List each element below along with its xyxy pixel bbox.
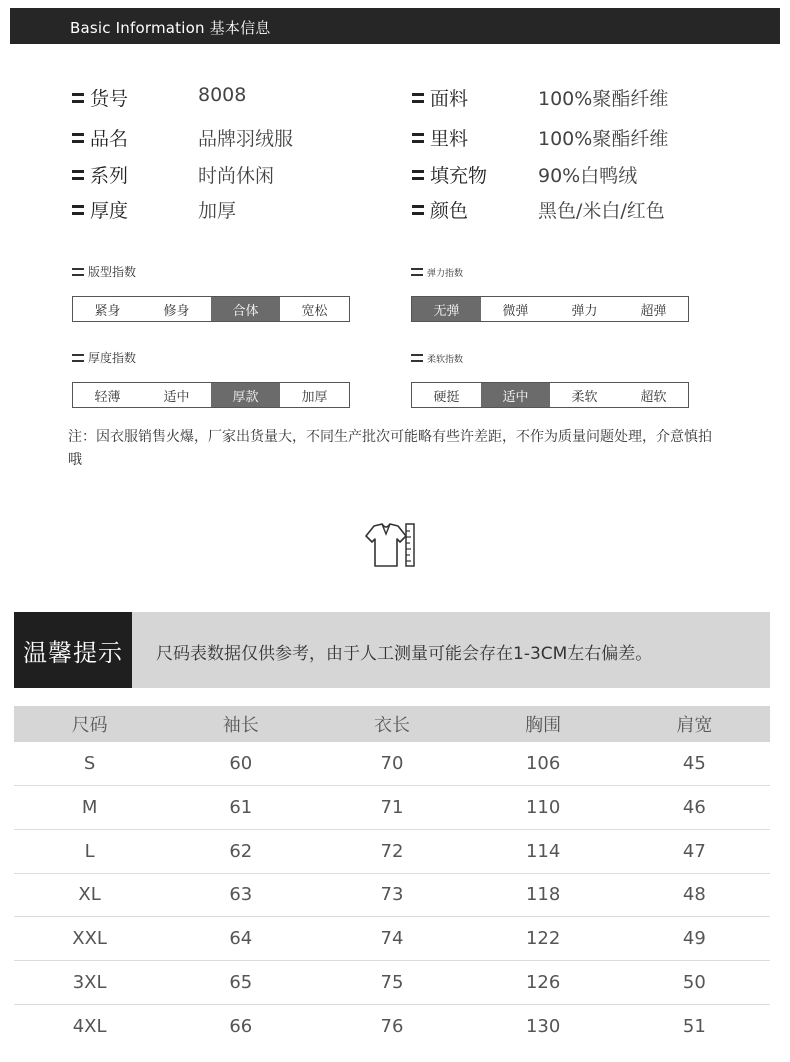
info-key: 厚度 <box>72 196 128 223</box>
header-title: Basic Information 基本信息 <box>70 19 271 37</box>
index-option: 超软 <box>640 389 667 405</box>
shirt-measure-icon <box>362 522 418 574</box>
table-cell: 64 <box>165 917 316 961</box>
header-bar <box>10 8 780 44</box>
index-option-selected: 厚款 <box>211 383 280 407</box>
table-cell: 74 <box>316 917 467 961</box>
table-cell: 49 <box>619 917 770 961</box>
info-key: 货号 <box>72 84 128 111</box>
info-key: 品名 <box>72 124 128 151</box>
column-header: 袖长 <box>165 706 316 742</box>
table-cell: 63 <box>165 873 316 917</box>
tip-bar <box>14 612 770 688</box>
table-cell: 4XL <box>72 1015 107 1037</box>
table-cell: 45 <box>619 742 770 786</box>
info-key: 面料 <box>412 84 468 111</box>
equals-icon <box>411 354 423 362</box>
table-cell: M <box>14 786 165 830</box>
index-option: 紧身 <box>94 303 121 319</box>
index-option: 弹力 <box>571 303 598 319</box>
table-row <box>14 1004 770 1048</box>
table-cell: 51 <box>682 1015 706 1037</box>
info-value: 100%聚酯纤维 <box>538 128 669 150</box>
tip-text: 尺码表数据仅供参考，由于人工测量可能会存在1-3CM左右偏差。 <box>156 644 653 664</box>
table-cell: 66 <box>229 1015 253 1037</box>
index-title-fit: 版型指数 <box>72 263 136 280</box>
index-option-selected: 合体 <box>211 297 280 321</box>
table-row <box>14 742 770 786</box>
table-cell: 61 <box>165 786 316 830</box>
table-cell: 3XL <box>14 960 165 1004</box>
index-option: 适中 <box>163 389 190 405</box>
column-header: 尺码 <box>14 706 165 742</box>
info-key: 填充物 <box>412 161 487 188</box>
index-scale-fit <box>72 296 350 322</box>
table-cell: 110 <box>468 786 619 830</box>
index-scale-elasticity <box>411 296 689 322</box>
table-cell: 46 <box>619 786 770 830</box>
info-key: 颜色 <box>412 196 468 223</box>
index-option-selected: 无弹 <box>412 297 481 321</box>
disclaimer-note: 注：因衣服销售火爆，厂家出货量大，不同生产批次可能略有些许差距，不作为质量问题处理，介意慎拍哦 <box>68 429 712 468</box>
size-table <box>14 706 770 1048</box>
table-cell: 50 <box>619 960 770 1004</box>
info-value: 品牌羽绒服 <box>198 128 294 150</box>
info-value: 8008 <box>198 84 247 106</box>
equals-icon <box>72 205 84 215</box>
index-option-selected: 适中 <box>481 383 550 407</box>
table-cell: 62 <box>165 829 316 873</box>
equals-icon <box>412 205 424 215</box>
info-key: 里料 <box>412 124 468 151</box>
info-value: 时尚休闲 <box>198 165 275 187</box>
equals-icon <box>72 354 84 362</box>
info-value: 100%聚酯纤维 <box>538 88 669 110</box>
table-cell: 130 <box>525 1015 561 1037</box>
table-header-row <box>14 706 770 742</box>
table-cell: XL <box>14 873 165 917</box>
table-row <box>14 960 770 1004</box>
index-option: 轻薄 <box>94 389 121 405</box>
table-cell: L <box>14 829 165 873</box>
index-option: 微弹 <box>502 303 529 319</box>
table-cell: 73 <box>316 873 467 917</box>
tip-label: 温馨提示 <box>14 612 132 688</box>
table-row <box>14 917 770 961</box>
info-key: 系列 <box>72 161 128 188</box>
table-cell: 71 <box>316 786 467 830</box>
table-cell: 75 <box>316 960 467 1004</box>
info-value: 加厚 <box>198 200 237 222</box>
table-row <box>14 829 770 873</box>
table-cell: 47 <box>619 829 770 873</box>
equals-icon <box>72 133 84 143</box>
index-title-softness: 柔软指数 <box>411 352 463 365</box>
equals-icon <box>412 170 424 180</box>
equals-icon <box>72 170 84 180</box>
index-option: 柔软 <box>571 389 598 405</box>
equals-icon <box>412 133 424 143</box>
table-cell: 76 <box>380 1015 404 1037</box>
index-option: 超弹 <box>640 303 667 319</box>
table-row <box>14 873 770 917</box>
equals-icon <box>72 93 84 103</box>
table-cell: 114 <box>468 829 619 873</box>
index-scale-softness <box>411 382 689 408</box>
table-cell: S <box>14 742 165 786</box>
table-cell: 106 <box>468 742 619 786</box>
info-value: 90%白鸭绒 <box>538 165 638 187</box>
table-cell: 60 <box>165 742 316 786</box>
index-option: 修身 <box>163 303 190 319</box>
index-title-elasticity: 弹力指数 <box>411 266 463 279</box>
table-cell: 72 <box>316 829 467 873</box>
table-cell: 122 <box>468 917 619 961</box>
index-title-thickness: 厚度指数 <box>72 349 136 366</box>
equals-icon <box>72 268 84 276</box>
table-cell: XXL <box>14 917 165 961</box>
column-header: 胸围 <box>468 706 619 742</box>
equals-icon <box>411 268 423 276</box>
table-cell: 48 <box>619 873 770 917</box>
equals-icon <box>412 93 424 103</box>
table-cell: 65 <box>165 960 316 1004</box>
index-option: 硬挺 <box>433 389 460 405</box>
info-value: 黑色/米白/红色 <box>538 200 665 222</box>
table-row <box>14 786 770 830</box>
table-cell: 126 <box>468 960 619 1004</box>
column-header: 肩宽 <box>619 706 770 742</box>
index-scale-thickness <box>72 382 350 408</box>
index-option: 加厚 <box>301 389 328 405</box>
index-option: 宽松 <box>301 303 328 319</box>
table-cell: 70 <box>316 742 467 786</box>
table-cell: 118 <box>468 873 619 917</box>
column-header: 衣长 <box>316 706 467 742</box>
